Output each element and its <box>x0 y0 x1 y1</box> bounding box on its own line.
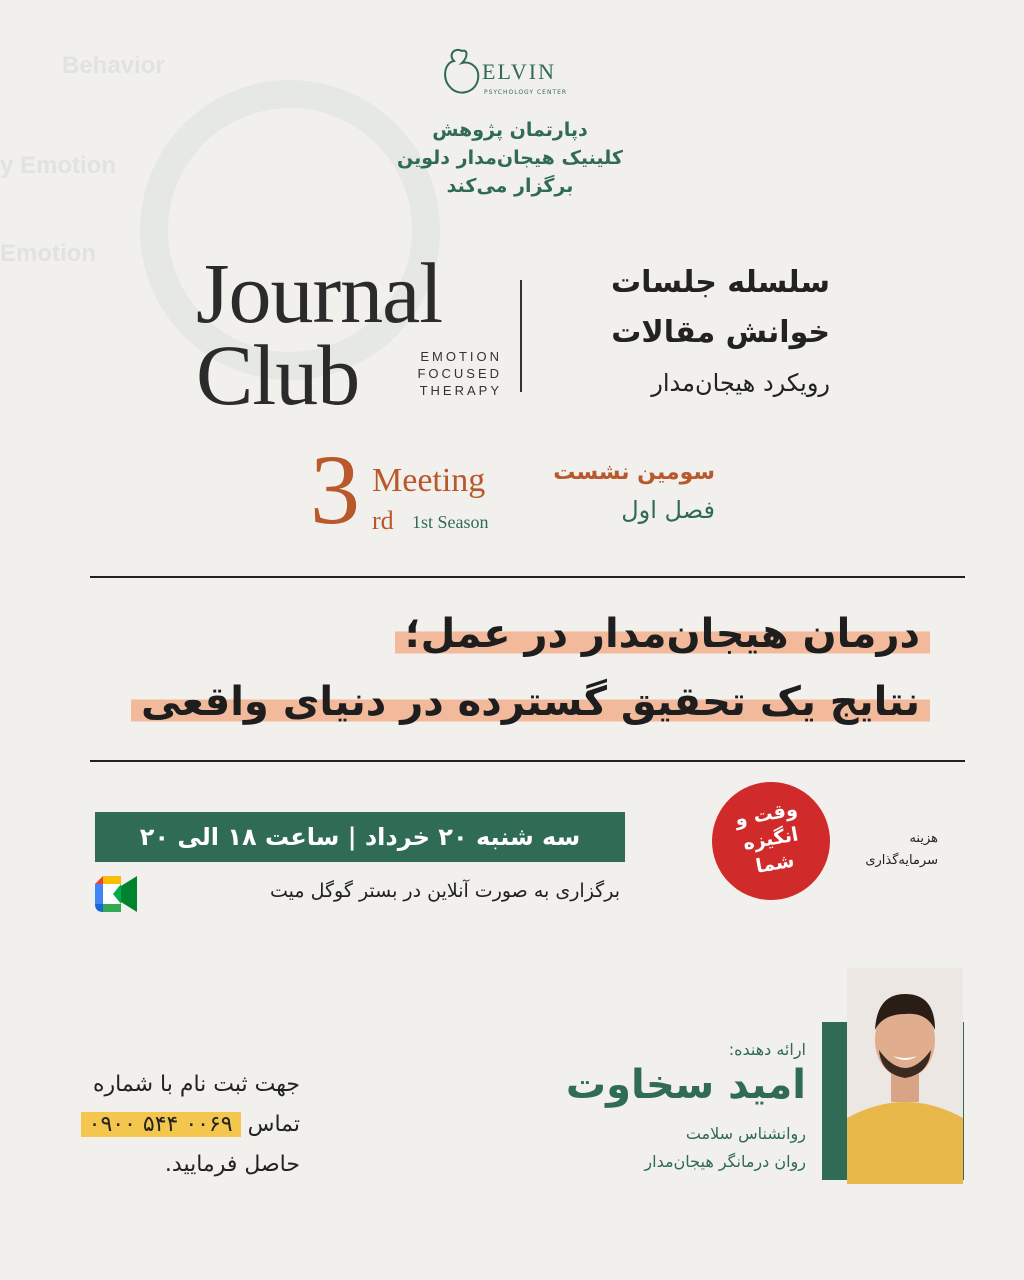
stamp-line-3: شما <box>754 849 796 878</box>
eft-subtitle-line-3: THERAPY <box>419 383 502 398</box>
divider-bottom <box>90 760 965 762</box>
presenter-label: ارائه دهنده: <box>728 1040 806 1059</box>
meeting-ordinal-suffix: rd <box>372 506 394 535</box>
divider-top <box>90 576 965 578</box>
registration-phone-row <box>40 1112 300 1137</box>
meeting-number: 3 <box>310 434 360 545</box>
series-title-block <box>540 258 830 408</box>
delvin-logo <box>440 45 590 105</box>
organizer-line-2: کلینیک هیجان‌مدار دلوین <box>397 147 623 169</box>
series-line-2: خوانش مقالات <box>611 315 830 350</box>
eft-subtitle-line-2: FOCUSED <box>417 366 502 381</box>
organizer-line-3: برگزار می‌کند <box>446 175 574 197</box>
presenter-role-1: روانشناس سلامت <box>685 1124 806 1143</box>
meeting-label: Meeting <box>372 462 486 499</box>
google-meet-icon <box>93 874 139 914</box>
background-word-emotion-2: Emotion <box>0 240 96 267</box>
cost-label-line-1: هزینه <box>909 831 938 846</box>
registration-line-1: جهت ثبت نام با شماره <box>93 1072 300 1097</box>
series-line-3: رویکرد هیجان‌مدار <box>651 369 830 397</box>
presenter-name: امید سخاوت <box>565 1062 806 1108</box>
stamp-line-2: انگیزه <box>741 823 800 855</box>
club-title: Club <box>196 327 360 423</box>
eft-subtitle-line-1: EMOTION <box>420 349 502 364</box>
journal-title: Journal <box>196 245 443 341</box>
headline-line-1: درمان هیجان‌مدار در عمل؛ <box>395 611 930 657</box>
cost-label-line-2: سرمایه‌گذاری <box>865 853 938 868</box>
title-divider <box>520 280 522 392</box>
eft-subtitle <box>392 348 502 399</box>
headline-block <box>80 600 930 736</box>
logo-name: ELVIN <box>482 59 556 84</box>
logo-subtitle: PSYCHOLOGY CENTER <box>484 89 568 96</box>
season-label: 1st Season <box>412 512 489 532</box>
stamp-line-1: وقت و <box>733 798 800 831</box>
online-platform-note: برگزاری به صورت آنلاین در بستر گوگل میت <box>270 880 620 902</box>
registration-contact-word: تماس <box>247 1112 300 1137</box>
organizer-block <box>360 116 660 200</box>
cost-label <box>828 828 938 872</box>
registration-phone[interactable]: ۰۹۰۰ ۵۴۴ ۰۰۶۹ <box>81 1112 241 1137</box>
presenter-role-2: روان درمانگر هیجان‌مدار <box>644 1152 806 1171</box>
cost-stamp <box>703 773 840 910</box>
event-datetime: سه شنبه ۲۰ خرداد | ساعت ۱۸ الی ۲۰ <box>95 812 625 862</box>
background-word-behavior: Behavior <box>62 52 165 79</box>
background-word-emotion-1: y Emotion <box>0 152 117 179</box>
headline-line-2: نتایج یک تحقیق گسترده در دنیای واقعی <box>131 679 930 725</box>
logo-mark-icon <box>440 45 484 101</box>
series-line-1: سلسله جلسات <box>611 265 830 300</box>
presenter-photo <box>847 968 963 1184</box>
chapter-fa: فصل اول <box>621 496 715 524</box>
registration-line-3: حاصل فرمایید. <box>164 1152 300 1177</box>
third-meeting-fa: سومین نشست <box>553 460 715 485</box>
organizer-line-1: دپارتمان پژوهش <box>432 119 588 141</box>
